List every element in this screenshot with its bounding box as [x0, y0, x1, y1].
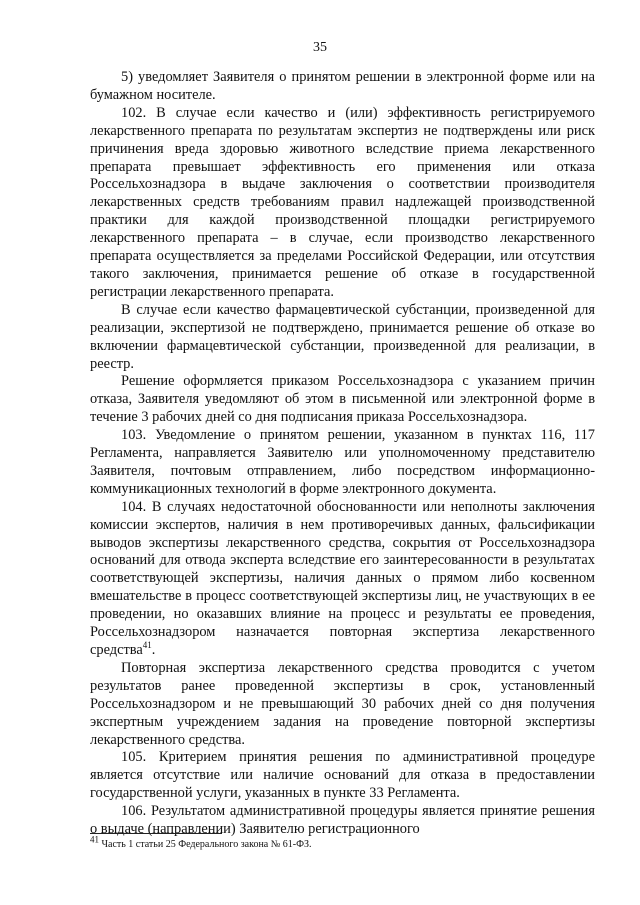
paragraph-105: 105. Критерием принятия решения по административной процедуре является отсутствие или наличие оснований для отказа в предоставлении государственной услуги, указанных в пункте 33 Регламента.: [90, 749, 595, 802]
footnote: [90, 834, 595, 851]
footnote-reference: 41: [142, 640, 152, 651]
paragraph-106: 106. Результатом административной процедуры является принятие решения о выдаче (направлении) Заявителю регистрационного: [90, 803, 595, 838]
footnote-mark: 41: [90, 834, 99, 845]
body-text: [90, 69, 595, 839]
paragraph-104: 104. В случаях недостаточной обоснованности или неполноты заключения комиссии экспертов, наличия в нем противоречивых данных, фальсификации выводов экспертизы лекарственного средства, сокрытия от Россельхознадзора оснований для отвода эксперта вследствие его заинтересованности в результатах соответствующей экспертизы, наличия данных о прямом либо косвенном вмешательстве в процесс соответствующей экспертизы лиц, не участвующих в ее проведении, но оказавших влияние на процесс и результаты ее проведения, Россельхознадзором назначается повторная экспертиза лекарственного средства$^{41}$.: [90, 498, 595, 658]
paragraph-103: 103. Уведомление о принятом решении, указанном в пунктах 116, 117 Регламента, направляется Заявителю или уполномоченному представителю Заявителя, почтовым отправлением, либо посредством информационно-коммуникационных технологий в форме электронного документа.: [90, 427, 595, 497]
paragraph-item-5: 5) уведомляет Заявителя о принятом решении в электронной форме или на бумажном носителе.: [90, 69, 595, 103]
paragraph-substance-refusal: В случае если качество фармацевтической субстанции, произведенной для реализации, экспертизой не подтверждено, принимается решение об отказе во включении фармацевтической субстанции, произведенной для реализации, в реестр.: [90, 301, 595, 372]
paragraph-decision-order: Решение оформляется приказом Россельхознадзора с указанием причин отказа, Заявителя уведомляют об этом в письменной или электронной форме в течение 3 рабочих дней со дня подписания приказа Россельхознадзора.: [90, 373, 595, 426]
footnote-text: Часть 1 статьи 25 Федерального закона № 61-ФЗ.: [99, 839, 312, 850]
page-number: 35: [313, 40, 327, 55]
footnote-divider: [90, 833, 222, 834]
paragraph-104-text: 104. В случаях недостаточной обоснованности или неполноты заключения комиссии экспертов, наличия в нем противоречивых данных, фальсификации выводов экспертизы лекарственного средства, сокрытия от Россельхознадзора оснований для отвода эксперта вследствие его заинтересованности в результатах соответствующей экспертизы, наличия данных о прямом либо косвенном вмешательстве в процесс соответствующей экспертизы лиц, не участвующих в ее проведении, но оказавших влияние на процесс и результаты ее проведения, Россельхознадзором назначается повторная экспертиза лекарственного средства: [90, 498, 595, 658]
paragraph-repeat-expertise: Повторная экспертиза лекарственного средства проводится с учетом результатов ранее проведенной экспертизы в срок, установленный Россельхознадзором и не превышающий 30 рабочих дней со дня получения экспертным учреждением задания на проведение повторной экспертизы лекарственного средства.: [90, 659, 595, 748]
paragraph-102: 102. В случае если качество и (или) эффективность регистрируемого лекарственного препарата по результатам экспертиз не подтверждены или риск причинения вреда здоровью животного вследствие приема лекарственного препарата превышает эффективность его применения или отказа Россельхознадзора в выдаче заключения о соответствии производителя лекарственных средств требованиям правил надлежащей производственной практики для каждой производственной площадки регистрируемого лекарственного препарата – в случае, если производство лекарственного препарата осуществляется за пределами Российской Федерации, или отсутствия такого заключения, принимается решение об отказе в государственной регистрации лекарственного препарата.: [90, 104, 595, 300]
